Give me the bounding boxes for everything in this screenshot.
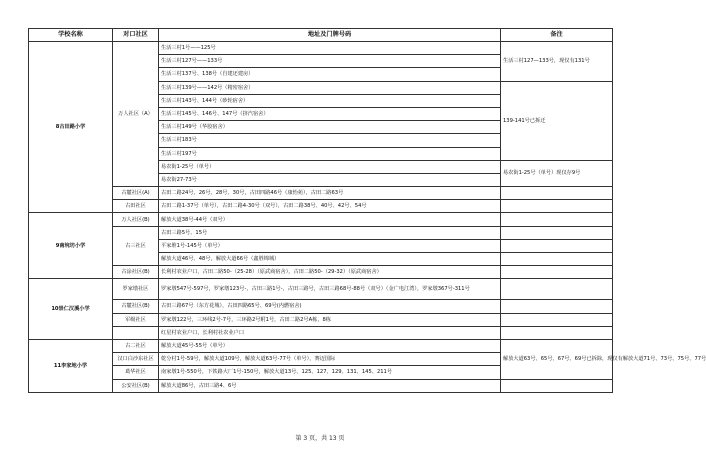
table-row [29, 187, 613, 200]
community-name: 万人社区（A） [113, 42, 159, 187]
address-cell: 红星村农业户口，长利村社农业户口 [159, 326, 501, 339]
community-name: 公安社区(B) [113, 379, 159, 392]
note-cell [501, 187, 613, 200]
note-cell: 生活三村127—133号，现仅有131号 [501, 42, 613, 82]
address-cell: 解放大道38号-44号（双号） [159, 213, 501, 226]
note-cell [501, 213, 613, 226]
address-cell: 生活三村183号 [159, 134, 501, 147]
note-cell [501, 326, 613, 339]
note-cell [501, 253, 613, 266]
address-cell: 解放大道86号，古田三路4、6号 [159, 379, 501, 392]
school-name: 9南垸坊小学 [29, 213, 113, 279]
school-district-table [28, 28, 706, 393]
note-cell [501, 313, 613, 326]
address-cell: 乾分村1号-59号，解放大道109号，解放大道63号-77号（单号），赛迈国际 [159, 353, 501, 366]
address-cell: 罗家墩122号，三环线2号-7号，三环路2号附1号，古田二路2号A栋，8栋 [159, 313, 501, 326]
table-row [29, 200, 613, 213]
note-cell [501, 239, 613, 252]
address-cell: 古田二路24号、26号、28号、30号，古田四路46号（康怡苑），古田二路63号 [159, 187, 501, 200]
table-row [29, 339, 613, 352]
address-cell: 生活三村143号、144号（砂轮宿舍） [159, 94, 501, 107]
address-cell: 平家堆1号-145号（单号） [159, 239, 501, 252]
table-row [29, 379, 613, 392]
table-row [29, 42, 613, 55]
address-cell: 生活三村1号——125号 [159, 42, 501, 55]
community-name: 军级社区 [113, 313, 159, 326]
table-row [29, 213, 613, 226]
note-cell [501, 226, 613, 239]
address-cell: 生活三村149号（华胶宿舍） [159, 121, 501, 134]
community-name: 古麓社区(B) [113, 300, 159, 313]
header-address: 地址及门牌号码 [159, 29, 501, 42]
address-cell: 易农街27-73号 [159, 173, 501, 186]
note-cell: 139-141号已拆迁 [501, 81, 613, 160]
community-name: 万人社区(B) [113, 213, 159, 226]
community-name [113, 326, 159, 339]
address-cell: 解放大道45号-55号（单号） [159, 339, 501, 352]
community-name: 古二社区 [113, 339, 159, 352]
community-name: 古涂社区(B) [113, 266, 159, 279]
school-name: 11李家地小学 [29, 339, 113, 392]
address-cell: 生活三村137号、138号（自建还建房） [159, 68, 501, 81]
note-cell [501, 200, 613, 213]
header-notes: 备注 [501, 29, 613, 42]
community-name: 古田社区 [113, 200, 159, 213]
table-row [29, 326, 613, 339]
address-cell: 古田三路67号（东方花城），古田四路65号、69号(内燃宿舍) [159, 300, 501, 313]
address-cell: 古田二路1-37号（单号），古田二路4-30号（双号），古田二路38号、40号、42号、54号 [159, 200, 501, 213]
note-cell: 易农街1-25号（单号）现仅存9号 [501, 160, 613, 186]
community-name: 罗家墩社区 [113, 279, 159, 300]
header-row [29, 29, 613, 42]
community-name: 古三社区 [113, 226, 159, 266]
table-row [29, 300, 613, 313]
address-cell: 生活三村145号、146号、147号（挤汽宿舍） [159, 107, 501, 120]
table-row [29, 279, 613, 300]
address-cell: 生活三村197号 [159, 147, 501, 160]
header-school: 学校名称 [29, 29, 113, 42]
address-cell: 南家墩1号-550号，下铁路大厂1号-150号，解放大道13号、125、127、129、131、145、211号 [159, 366, 501, 379]
address-cell: 生活三村127号——133号 [159, 55, 501, 68]
note-cell [501, 300, 613, 313]
table-row [29, 226, 613, 239]
school-name: 10崇仁汉溪小学 [29, 279, 113, 340]
note-cell [501, 379, 613, 392]
note-cell [501, 266, 613, 279]
table-row [29, 266, 613, 279]
community-name: 汉口白沙东社区 [113, 353, 159, 366]
note-cell [501, 279, 613, 300]
address-cell: 古田三路5号、15号 [159, 226, 501, 239]
page-number: 第 3 页，共 13 页 [295, 435, 345, 442]
school-name: 8古田路小学 [29, 42, 113, 213]
address-cell: 易农街1-25号（单号） [159, 160, 501, 173]
community-name: 葛华社区 [113, 366, 159, 379]
table-row [29, 313, 613, 326]
address-cell: 生活三村139号——142号（精密宿舍） [159, 81, 501, 94]
address-cell: 解放大道46号、48号，解放大道66号（鑫胜锦城） [159, 253, 501, 266]
address-cell: 长利村农业户口，古田二路50-（25-28）（原武商宿舍），古田二路50-（29-32）（原武商宿舍） [159, 266, 501, 279]
address-cell: 罗家墩547号-597号，罗家墩123号-，古田三路1号-，古田三路号，古田三路68号-88号（双号）（金广电江湾），罗家墩367号-311号 [159, 279, 501, 300]
header-community: 对口社区 [113, 29, 159, 42]
community-name: 古麓社区(A) [113, 187, 159, 200]
note-cell: 解放大道63号、65号、67号、69号已拆除，现仅有解放大道71号、73号、75号、77号 [501, 339, 613, 379]
